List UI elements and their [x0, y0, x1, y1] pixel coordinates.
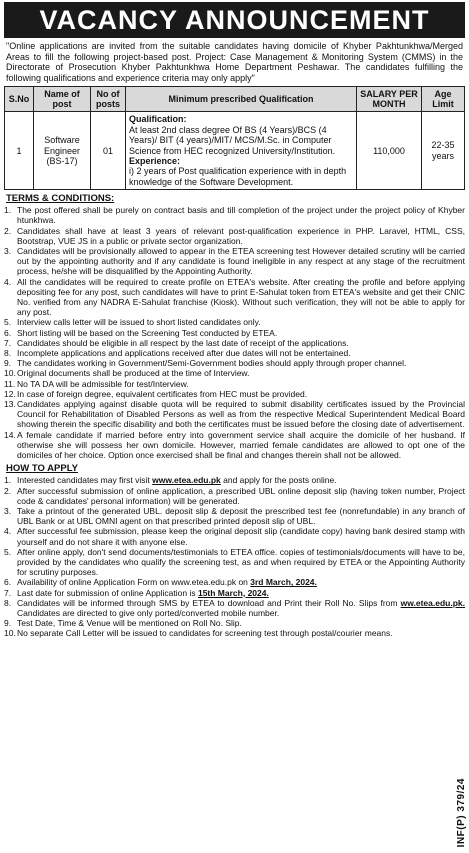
experience-text: i) 2 years of Post qualification experience with in depth knowledge of the Software Development.	[129, 166, 347, 187]
list-item: 3. Take a printout of the generated UBL. deposit slip & deposit the prescribed test fee (nonrefundable) in any branch of UBL Bank or at UBL OMNI agent on that prescribed printed deposit slip of UBL.	[4, 505, 465, 527]
terms-heading: TERMS & CONDITIONS:	[6, 193, 115, 205]
header-qualification: Minimum prescribed Qualification	[126, 87, 357, 112]
list-item: 5. After online apply, don't send documents/testimonials to ETEA office. copies of testimonials/documents will have to be, provided by the candidates who qualify the screening test, as and when required by ETEA or the Appointing Authority for scrutiny purposes.	[4, 546, 465, 578]
list-item: 7. Candidates should be eligible in all respect by the last date of receipt of the applications.	[4, 337, 349, 348]
list-item: 4. All the candidates will be required to create profile on ETEA's website. After creating the profile and before applying depositing fee for any post, such candidates will have to print E-Sahulat token from ETEA's website and get their CNIC No. verified from any NADRA E-Sahulat franchise (Kiosk). Without such verification, they will not be able to apply for any post.	[4, 276, 465, 318]
qualification-text: At least 2nd class degree Of BS (4 Years)/BCS (4 Years)/ BIT (4 years)/MIT/ MCS/M.Sc. in Computer Science from HEC recognized University/Institution.	[129, 124, 336, 156]
header-salary: SALARY PER MONTH	[357, 87, 422, 112]
cell-sno: 1	[5, 112, 34, 190]
terms-list	[4, 205, 465, 460]
list-item: 6. Availability of online Application Form on www.etea.edu.pk on 3rd March, 2024.	[4, 577, 317, 588]
list-item: 8. Incomplete applications and applications received after due dates will not be entertained.	[4, 348, 351, 359]
availability-date: 3rd March, 2024.	[250, 577, 317, 588]
list-item: 10. No separate Call Letter will be issued to candidates for screening test through postal/courier means.	[4, 628, 393, 639]
table-header-row	[5, 87, 465, 112]
list-item: 11. No TA DA will be admissible for test/Interview.	[4, 378, 189, 389]
list-item: 1. The post offered shall be purely on contract basis and till completion of the project under the project policy of Khyber htunkhwa.	[4, 205, 465, 226]
cell-no-of-posts: 01	[91, 112, 126, 190]
list-item: 2. Candidates shall have at least 3 years of relevant post-qualification experience in PHP. Laravel, HTML, CSS, Bootstrap, VUE JS in a public or private sector organization.	[4, 225, 465, 246]
list-item: 7. Last date for submission of online Application is 15th March, 2024.	[4, 587, 269, 598]
table-row	[5, 112, 465, 190]
list-item: 3. Candidates will be provisionally allowed to appear in the ETEA screening test However detailed scrutiny will be carried out by the appointing authority and if any candidate is found ineligible in any respect at any stage of the recruitment process, he/she will be disqualified by the Appointing Authority.	[4, 246, 465, 277]
list-item: 13. Candidates applying against disable quota will be required to submit disability certificates issued by the Provincial Council for Rehabilitation of Disabled Persons as well as from the respective Medical Superintendent Medical Board showing therein the specific disability and both the certificates must be issued before the closing date of advertisement.	[4, 399, 465, 430]
header-sno: S.No	[5, 87, 34, 112]
header-post-name: Name of post	[34, 87, 91, 112]
how-to-apply-list	[4, 475, 465, 638]
list-item: 1. Interested candidates may first visit www.etea.edu.pk and apply for the posts online.	[4, 475, 337, 486]
etea-website-link[interactable]: www.etea.edu.pk	[152, 475, 221, 486]
list-item: 5. Interview calls letter will be issued to short listed candidates only.	[4, 317, 261, 328]
vacancy-table	[4, 86, 465, 190]
last-date: 15th March, 2024.	[197, 587, 269, 598]
list-item: 12. In case of foreign degree, equivalent certificates from HEC must be provided.	[4, 388, 308, 399]
list-item: 2. After successful submission of online application, a prescribed UBL online deposit slip (having token number, Project code & candidates' personal information) will be generated.	[4, 485, 465, 506]
cell-qualification	[126, 112, 357, 190]
page-title: VACANCY ANNOUNCEMENT	[4, 2, 465, 38]
list-item: 8. Candidates will be informed through SMS by ETEA to download and Print their Roll No. Slips from ww.etea.edu.pk. Candidates are directed to give only ported/converted mobile number.	[4, 597, 465, 618]
header-age-limit: Age Limit	[422, 87, 465, 112]
intro-paragraph: "Online applications are invited from the suitable candidates having domicile of Khyber Pakhtunkhwa/Merged Areas to fill the following project-based post. Project: Case Management & Monitoring System (CMMS) in the Directorate of Prosecution Khyber Pakhtunkhwa Home Department Peshawar. The candidates fulfilling the following qualifications and experience criteria may only apply"	[6, 41, 463, 83]
vacancy-notice	[4, 2, 465, 639]
list-item: 4. After successful fee submission, please keep the original deposit slip (candidate copy) having bank desired stamp with yourself and do not share it with anyone else.	[4, 526, 465, 547]
cell-age-limit: 22-35 years	[422, 112, 465, 190]
list-item: 9. The candidates working in Government/Semi-Government bodies should apply through proper channel.	[4, 358, 407, 369]
list-item: 14. A female candidate if married before entry into government service shall acquire the domicile of her husband. If otherwise she will possess her own domicile. However, married female candidates are allowed to opt one of the domiciles of her choice. Option once exercised shall be final and changes therein shall not be allowed.	[4, 429, 465, 461]
list-item: 10. Original documents shall be produced at the time of Interview.	[4, 368, 250, 379]
experience-heading: Experience:	[129, 156, 181, 166]
how-to-apply-heading: HOW TO APPLY	[6, 463, 78, 475]
list-item: 6. Short listing will be based on the Screening Test conducted by ETEA.	[4, 327, 278, 338]
list-item: 9. Test Date, Time & Venue will be mentioned on Roll No. Slip.	[4, 618, 242, 629]
cell-post-name: Software Engineer (BS-17)	[34, 112, 91, 190]
qualification-heading: Qualification:	[129, 114, 187, 125]
reference-code: INF(P) 379/24	[456, 778, 467, 848]
roll-no-website-link[interactable]: ww.etea.edu.pk.	[400, 597, 465, 608]
cell-salary: 110,000	[357, 112, 422, 190]
header-no-of-posts: No of posts	[91, 87, 126, 112]
